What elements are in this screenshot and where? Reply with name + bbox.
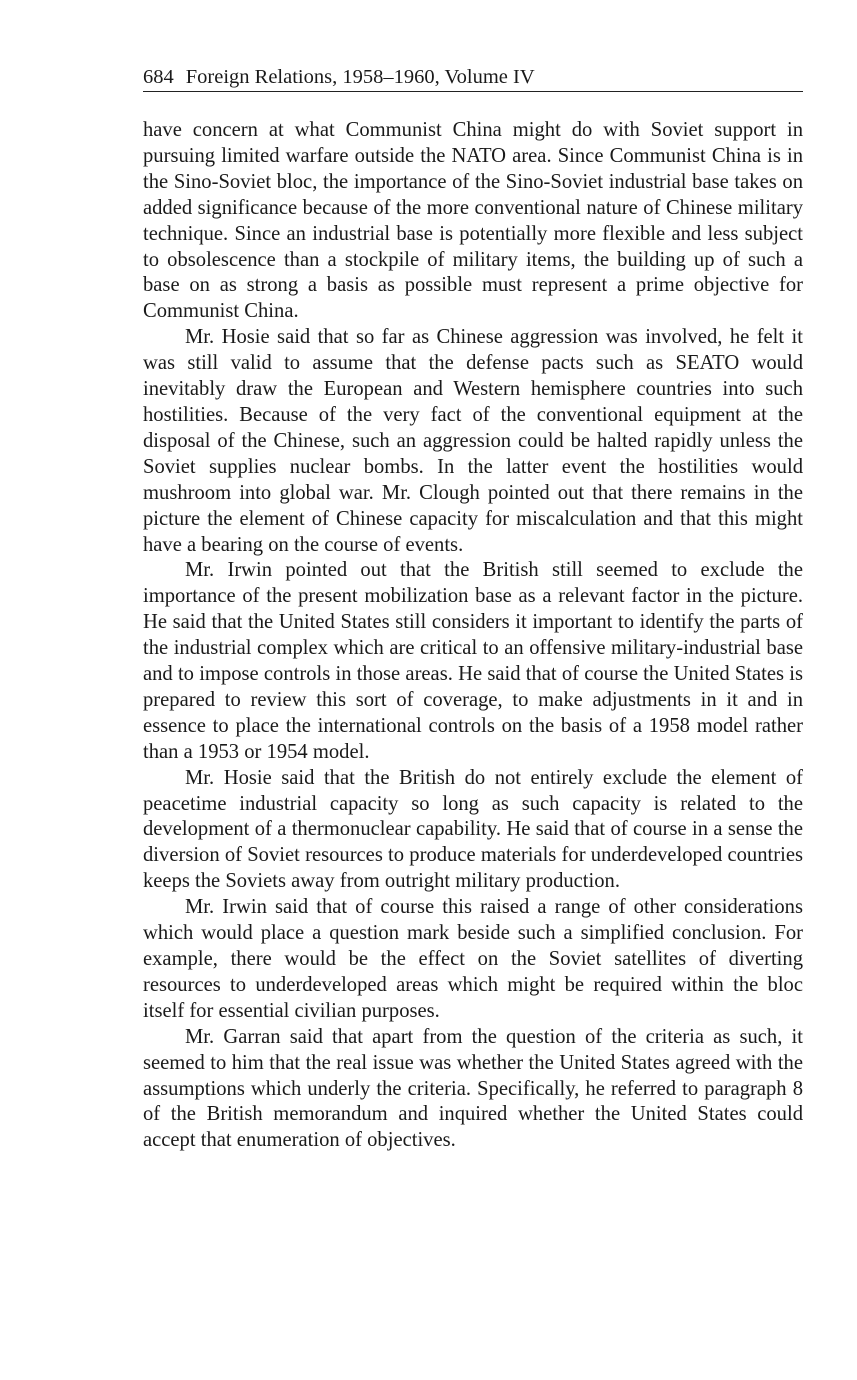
paragraph-hosie-peacetime: Mr. Hosie said that the British do not entirely exclude the element of peacetime industrial capacity so long as such capacity is related to the development of a thermonuclear capability. He said that of course in a sense the diversion of Soviet resources to produce materials for underdeveloped countries keeps the Soviets away from outright military production. — [143, 766, 803, 893]
paragraph-irwin-considerations: Mr. Irwin said that of course this raised a range of other considerations which would place a question mark beside such a simplified conclusion. For example, there would be the effect on the Soviet satellites of diverting resources to underdeveloped areas which might be required within the bloc itself for essential civilian purposes. — [143, 896, 803, 1022]
running-head — [143, 64, 803, 92]
document-body — [143, 118, 803, 1154]
running-title: Foreign Relations, 1958–1960, Volume IV — [185, 66, 535, 88]
paragraph-irwin-mobilization: Mr. Irwin pointed out that the British still seemed to exclude the importance of the present mobilization base as a relevant factor in the picture. He said that the United States still considers it important to identify the parts of the industrial complex which are critical to an offensive military-industrial base and to impose controls in those areas. He said that of course the United States is prepared to review this sort of coverage, to make adjustments in it and in essence to place the international controls on the basis of a 1958 model rather than a 1953 or 1954 model. — [143, 559, 803, 763]
paragraph-continued: have concern at what Communist China might do with Soviet support in pursuing limited warfare outside the NATO area. Since Communist China is in the Sino-Soviet bloc, the importance of the Sino-Soviet industrial base takes on added significance because of the more conventional nature of Chinese military technique. Since an industrial base is potentially more flexible and less subject to obsolescence than a stockpile of military items, the building up of such a base on as strong a basis as possible must represent a prime objective for Communist China. — [143, 119, 803, 323]
page-number: 684 — [143, 66, 174, 88]
paragraph-garran-criteria: Mr. Garran said that apart from the question of the criteria as such, it seemed to him that the real issue was whether the United States agreed with the assumptions which underly the criteria. Specifically, he referred to paragraph 8 of the British memorandum and inquired whether the United States could accept that enumeration of objectives. — [143, 1025, 803, 1152]
paragraph-hosie-aggression: Mr. Hosie said that so far as Chinese aggression was involved, he felt it was still valid to assume that the defense pacts such as SEATO would inevitably draw the European and Western hemisphere countries into such hostilities. Because of the very fact of the conventional equipment at the disposal of the Chinese, such an aggression could be halted rapidly unless the Soviet supplies nuclear bombs. In the latter event the hostilities would mushroom into global war. Mr. Clough pointed out that there remains in the picture the element of Chinese capacity for miscalculation and that this might have a bearing on the course of events. — [143, 326, 803, 556]
